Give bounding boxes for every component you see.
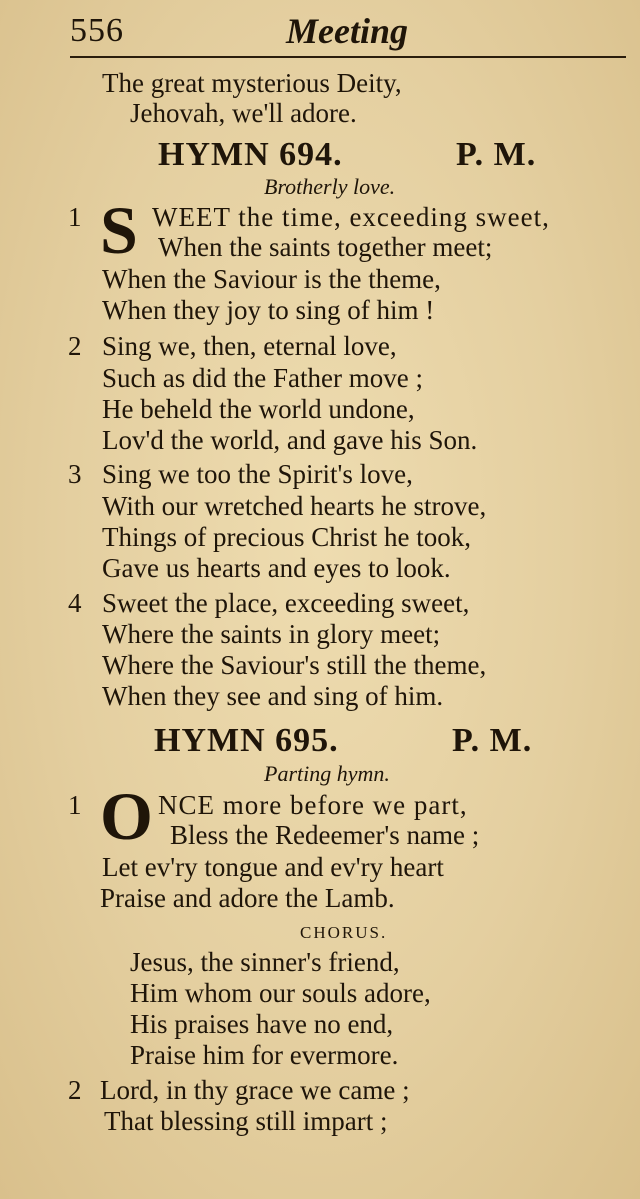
hymn-694-verse-3-number: 3 <box>68 459 82 489</box>
running-title: Meeting <box>286 11 408 51</box>
header-rule <box>70 56 626 58</box>
hymn-694-verse-2-line-4: Lov'd the world, and gave his Son. <box>102 425 478 455</box>
hymn-695-verse-1-line-4: Praise and adore the Lamb. <box>100 883 395 913</box>
hymn-695-verse-2-line-1: Lord, in thy grace we came ; <box>100 1075 410 1105</box>
hymn-695-verse-1-line-2: Bless the Redeemer's name ; <box>170 820 480 850</box>
hymn-694-verse-2-line-3: He beheld the world undone, <box>102 394 415 424</box>
page-header <box>0 0 640 64</box>
hymn-694-verse-1-line-3: When the Saviour is the theme, <box>102 264 441 294</box>
hymn-694-verse-3-line-4: Gave us hearts and eyes to look. <box>102 553 451 583</box>
chorus-label: CHORUS. <box>300 923 388 942</box>
carryover-line-1: The great mysterious Deity, <box>102 68 402 98</box>
hymn-694-dropcap: S <box>100 192 138 268</box>
hymn-694-verse-3-line-1: Sing we too the Spirit's love, <box>102 459 413 489</box>
hymn-694-verse-3-line-3: Things of precious Christ he took, <box>102 522 471 552</box>
hymn-695-verse-1-line-3: Let ev'ry tongue and ev'ry heart <box>102 852 444 882</box>
chorus-line-2: Him whom our souls adore, <box>130 978 431 1008</box>
hymn-695-verse-2-line-2: That blessing still impart ; <box>104 1106 388 1136</box>
hymn-695-verse-1-number: 1 <box>68 790 82 820</box>
hymn-694-verse-2-line-2: Such as did the Father move ; <box>102 363 423 393</box>
hymn-694-verse-4-line-3: Where the Saviour's still the theme, <box>102 650 487 680</box>
hymn-694-verse-4-line-2: Where the saints in glory meet; <box>102 619 441 649</box>
page-number: 556 <box>70 12 124 49</box>
hymn-694-verse-1-line-1: WEET the time, exceeding sweet, <box>152 202 550 232</box>
hymn-694-verse-1-number: 1 <box>68 202 82 232</box>
hymn-695-dropcap: O <box>100 778 153 854</box>
hymn-695-title: HYMN 695. <box>154 722 339 759</box>
hymn-695-subtitle: Parting hymn. <box>264 761 390 786</box>
hymn-694-subtitle: Brotherly love. <box>264 174 396 199</box>
hymn-694-verse-3-line-2: With our wretched hearts he strove, <box>102 491 487 521</box>
hymn-694-verse-1-line-2: When the saints together meet; <box>158 232 493 262</box>
chorus-line-4: Praise him for evermore. <box>130 1040 399 1070</box>
hymn-694-verse-4-line-4: When they see and sing of him. <box>102 681 444 711</box>
chorus-line-1: Jesus, the sinner's friend, <box>130 947 400 977</box>
hymn-694-verse-4-number: 4 <box>68 588 82 618</box>
hymn-694-title: HYMN 694. <box>158 136 343 173</box>
carryover-line-2: Jehovah, we'll adore. <box>130 98 357 128</box>
hymn-694-meter: P. M. <box>456 136 537 173</box>
hymn-694-verse-4-line-1: Sweet the place, exceeding sweet, <box>102 588 470 618</box>
hymn-694-verse-1-line-4: When they joy to sing of him ! <box>102 295 435 325</box>
hymn-695-meter: P. M. <box>452 722 533 759</box>
hymn-695-verse-2-number: 2 <box>68 1075 82 1105</box>
chorus-line-3: His praises have no end, <box>130 1009 394 1039</box>
hymn-694-verse-2-line-1: Sing we, then, eternal love, <box>102 331 397 361</box>
hymn-694-verse-2-number: 2 <box>68 331 82 361</box>
hymn-695-verse-1-line-1: NCE more before we part, <box>158 790 468 820</box>
